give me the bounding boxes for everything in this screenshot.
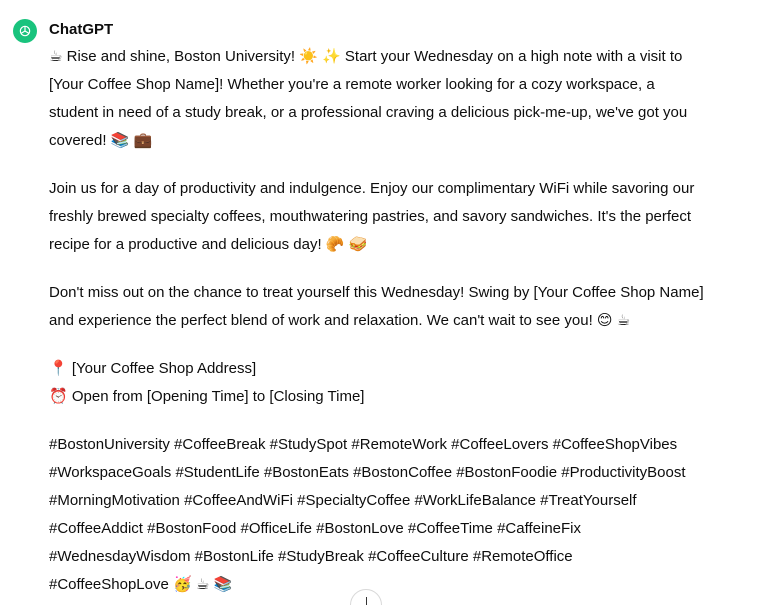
text-line: Don't miss out on the chance to treat yourself this Wednesday! Swing by [Your Coffee Shop Name] <box>49 284 704 301</box>
text-line: and experience the perfect blend of work and relaxation. We can't wait to see you! 😊 ☕ <box>49 312 631 329</box>
text-line: ☕ Rise and shine, Boston University! ☀️ ✨ Start your Wednesday on a high note with a visit to <box>49 48 683 65</box>
address-line: 📍 [Your Coffee Shop Address] <box>49 360 257 377</box>
paragraph-invite <box>49 279 765 335</box>
text-line: covered! 📚 💼 <box>49 132 153 149</box>
text-line: student in need of a study break, or a professional craving a delicious pick-me-up, we've got you <box>49 104 688 121</box>
hashtag-line: #WorkspaceGoals #StudentLife #BostonEats #BostonCoffee #BostonFoodie #ProductivityBoost <box>49 464 686 481</box>
message-body <box>49 43 765 605</box>
assistant-avatar <box>13 19 37 43</box>
paragraph-hashtags <box>49 431 765 599</box>
openai-logo-icon <box>17 23 33 39</box>
hours-line: ⏰ Open from [Opening Time] to [Closing Time] <box>49 388 365 405</box>
text-line: Join us for a day of productivity and indulgence. Enjoy our complimentary WiFi while savoring our <box>49 180 695 197</box>
text-line: freshly brewed specialty coffees, mouthwatering pastries, and savory sandwiches. It's the perfect <box>49 208 692 225</box>
message-author: ChatGPT <box>49 21 114 38</box>
hashtag-line: #BostonUniversity #CoffeeBreak #StudySpot #RemoteWork #CoffeeLovers #CoffeeShopVibes <box>49 436 678 453</box>
text-line: recipe for a productive and delicious day! 🥐 🥪 <box>49 236 368 253</box>
hashtag-line: #CoffeeAddict #BostonFood #OfficeLife #BostonLove #CoffeeTime #CaffeineFix <box>49 520 582 537</box>
paragraph-details <box>49 355 765 411</box>
hashtag-line: #MorningMotivation #CoffeeAndWiFi #SpecialtyCoffee #WorkLifeBalance #TreatYourself <box>49 492 637 509</box>
arrow-down-icon <box>366 597 367 605</box>
paragraph-productivity <box>49 175 765 259</box>
paragraph-intro <box>49 43 765 155</box>
hashtag-line: #WednesdayWisdom #BostonLife #StudyBreak #CoffeeCulture #RemoteOffice <box>49 548 573 565</box>
text-line: [Your Coffee Shop Name]! Whether you're a remote worker looking for a cozy workspace, a <box>49 76 655 93</box>
hashtag-line: #CoffeeShopLove 🥳 ☕ 📚 <box>49 576 233 593</box>
